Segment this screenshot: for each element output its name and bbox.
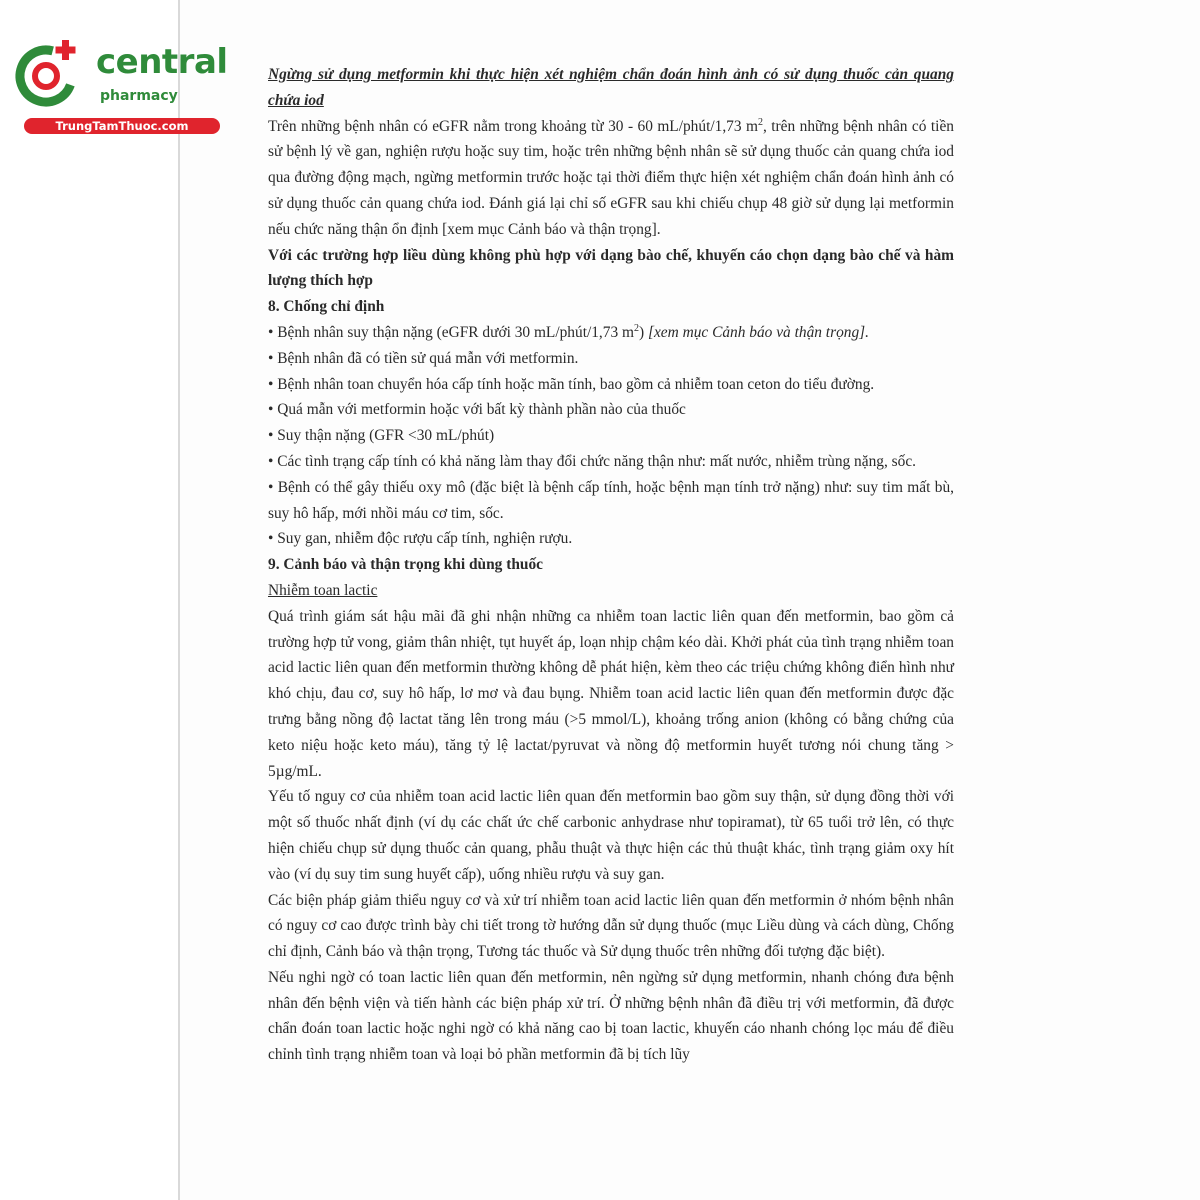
document-content bbox=[268, 62, 954, 1068]
paragraph-egfr-text-a: Trên những bệnh nhân có eGFR nằm trong khoảng từ 30 - 60 mL/phút/1,73 m bbox=[268, 117, 758, 135]
paragraph-postmarketing: Quá trình giám sát hậu mãi đã ghi nhận những ca nhiễm toan lactic liên quan đến metformin, bao gồm cả trường hợp tử vong, giảm thân nhiệt, tụt huyết áp, loạn nhịp chậm kéo dài. Khởi phát của tình trạng nhiễm toan acid lactic liên quan đến metformin thường không dễ phát hiện, kèm theo các triệu chứng không điển hình như khó chịu, đau cơ, suy hô hấp, lơ mơ và đau bụng. Nhiễm toan acid lactic liên quan đến metformin được đặc trưng bằng nồng độ lactat tăng lên trong máu (>5 mmol/L), khoảng trống anion (không có bằng chứng của keto niệu hoặc keto máu), tăng tỷ lệ lactat/pyruvat và nồng độ metformin huyết tương nói chung tăng > 5µg/mL. bbox=[268, 607, 954, 780]
logo-brand-text: central bbox=[96, 42, 228, 82]
logo-site-banner: TrungTamThuoc.com bbox=[24, 118, 220, 134]
pharmacy-cross-logo-icon bbox=[10, 36, 88, 114]
paragraph-risk-mitigation: Các biện pháp giảm thiểu nguy cơ và xử trí nhiễm toan acid lactic liên quan đến metformin ở nhóm bệnh nhân có nguy cơ cao được trình bày chi tiết trong tờ hướng dẫn sử dụng thuốc (mục Liều dùng và cách dùng, Chống chỉ định, Cảnh báo và thận trọng, Tương tác thuốc và Sử dụng thuốc trên những đối tượng đặc biệt). bbox=[268, 891, 954, 961]
bullet-hypersensitivity: • Quá mẫn với metformin hoặc với bất kỳ thành phần nào của thuốc bbox=[268, 401, 686, 419]
logo-sub-text: pharmacy bbox=[100, 88, 178, 104]
central-pharmacy-logo[interactable] bbox=[10, 36, 228, 136]
bullet-renal-gfr: • Suy thận nặng (GFR <30 mL/phút) bbox=[268, 427, 495, 445]
bullet-metabolic-acidosis: • Bệnh nhân toan chuyển hóa cấp tính hoặc mãn tính, bao gồm cả nhiễm toan ceton do tiểu đường. bbox=[268, 375, 875, 393]
bold-dosage-note: Với các trường hợp liều dùng không phù hợp với dạng bào chế, khuyến cáo chọn dạng bào chế và hàm lượng thích hợp bbox=[268, 246, 954, 290]
bullet-text-a: • Bệnh nhân suy thận nặng (eGFR dưới 30 mL/phút/1,73 m bbox=[268, 323, 634, 341]
bullet-text-b: ) bbox=[639, 323, 648, 341]
page-edge-divider bbox=[178, 0, 180, 1200]
subheading-lactic-acidosis: Nhiễm toan lactic bbox=[268, 581, 378, 599]
bullet-severe-renal bbox=[268, 320, 954, 346]
paragraph-risk-factors: Yếu tố nguy cơ của nhiễm toan acid lactic liên quan đến metformin bao gồm suy thận, sử dụng đồng thời với một số thuốc nhất định (ví dụ các chất ức chế carbonic anhydrase như topiramat), từ 65 tuổi trở lên, có thực hiện chiếu chụp sử dụng thuốc cản quang, phẫu thuật và thực hiện các thủ thuật khác, tình trạng giảm oxy hít vào (ví dụ suy tim sung huyết cấp), uống nhiều rượu và suy gan. bbox=[268, 788, 954, 883]
bullet-liver-alcohol: • Suy gan, nhiễm độc rượu cấp tính, nghiện rượu. bbox=[268, 530, 573, 548]
paragraph-egfr-text-b: , trên những bệnh nhân có tiền sử bệnh lý về gan, nghiện rượu hoặc suy tim, hoặc trên những bệnh nhân sẽ sử dụng thuốc cản quang chứa iod qua đường động mạch, ngừng metformin trước hoặc tại thời điểm thực hiện xét nghiệm chẩn đoán hình ảnh có sử dụng thuốc cản quang chứa iod. Đánh giá lại chỉ số eGFR sau khi chiếu chụp 48 giờ sử dụng lại metformin nếu chức năng thận ổn định [xem mục Cảnh báo và thận trọng]. bbox=[268, 117, 954, 238]
section-8-heading: 8. Chống chỉ định bbox=[268, 298, 385, 316]
superscript: 2 bbox=[757, 116, 763, 128]
heading-iod-contrast: Ngừng sử dụng metformin khi thực hiện xét nghiệm chẩn đoán hình ảnh có sử dụng thuốc cản quang chứa iod bbox=[268, 66, 954, 109]
bullet-acute-conditions: • Các tình trạng cấp tính có khả năng làm thay đổi chức năng thận như: mất nước, nhiễm trùng nặng, sốc. bbox=[268, 452, 917, 470]
superscript: 2 bbox=[634, 322, 639, 334]
bullet-italic-ref: [xem mục Cảnh báo và thận trọng]. bbox=[647, 323, 869, 341]
paragraph-egfr bbox=[268, 114, 954, 243]
paragraph-suspected-acidosis: Nếu nghi ngờ có toan lactic liên quan đến metformin, nên ngừng sử dụng metformin, nhanh chóng đưa bệnh nhân đến bệnh viện và tiến hành các biện pháp xử trí. Ở những bệnh nhân đã điều trị với metformin, đã được chẩn đoán toan lactic hoặc nghi ngờ có khả năng cao bị toan lactic, khuyến cáo nhanh chóng lọc máu để điều chỉnh tình trạng nhiễm toan và loại bỏ phần metformin đã bị tích lũy bbox=[268, 968, 954, 1064]
section-9-heading: 9. Cảnh báo và thận trọng khi dùng thuốc bbox=[268, 556, 543, 574]
bullet-tissue-hypoxia: • Bệnh có thể gây thiếu oxy mô (đặc biệt là bệnh cấp tính, hoặc bệnh mạn tính trở nặng) như: suy tim mất bù, suy hô hấp, mới nhồi máu cơ tim, sốc. bbox=[268, 478, 954, 522]
bullet-hypersensitivity-history: • Bệnh nhân đã có tiền sử quá mẫn với metformin. bbox=[268, 349, 579, 367]
